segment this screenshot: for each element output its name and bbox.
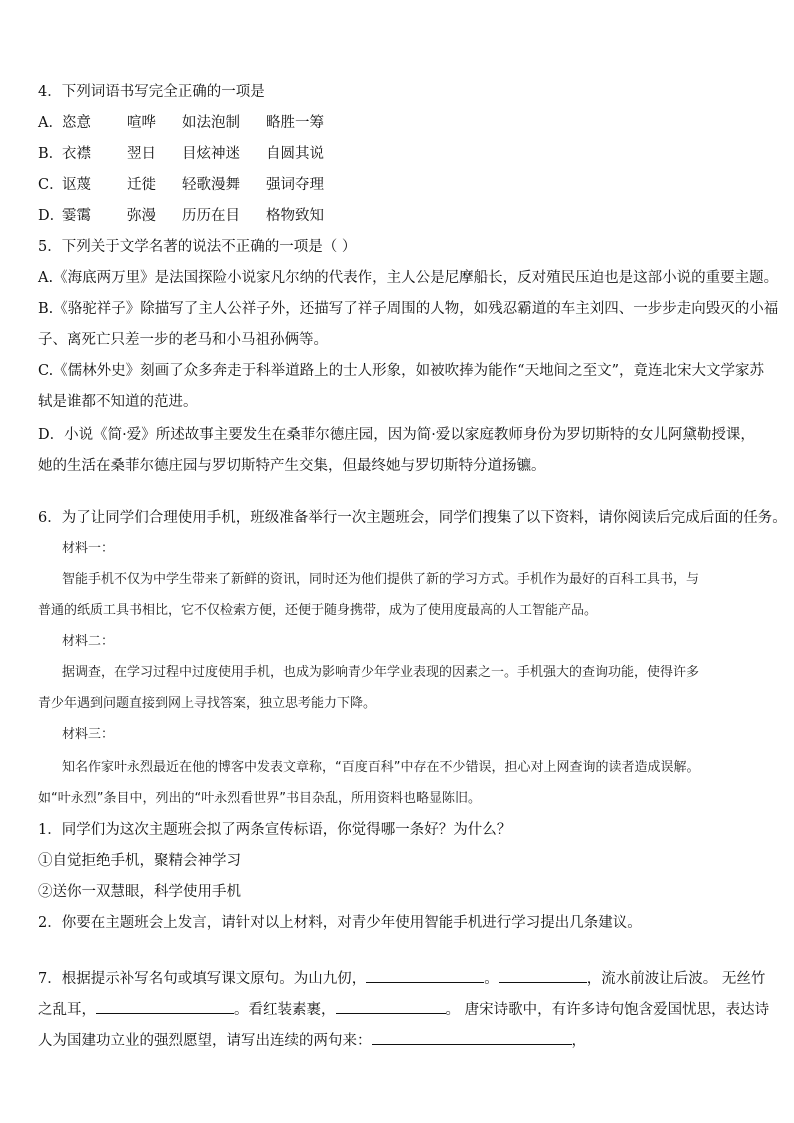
option-word: 迁徙 — [127, 177, 156, 193]
q7-line3 — [38, 1028, 586, 1051]
option-word: 自圆其说 — [266, 146, 324, 162]
option-word: 目炫神迷 — [182, 146, 240, 162]
answer-blank[interactable] — [499, 966, 587, 983]
material-1-line1: 智能手机不仅为中学生带来了新鲜的资讯，同时还为他们提供了新的学习方式。手机作为最好的百科工具书，与 — [62, 572, 700, 587]
q6-slogan-2: ②送你一双慧眼，科学使用手机 — [38, 884, 241, 900]
q7-text: ，流水前波让后波。 无丝竹 — [586, 971, 766, 987]
material-1-title: 材料一： — [62, 541, 115, 556]
option-letter: A． — [38, 115, 63, 131]
option-word: 翌日 — [127, 146, 156, 162]
answer-blank[interactable] — [336, 997, 446, 1014]
answer-blank[interactable] — [372, 1028, 572, 1045]
material-1-line2: 普通的纸质工具书相比，它不仅检索方便，还便于随身携带，成为了使用度最高的人工智能产品。 — [38, 603, 598, 618]
option-word: 如法泡制 — [182, 115, 240, 131]
q7-text: 。看红装素裹， — [234, 1002, 336, 1018]
option-letter: C． — [38, 177, 64, 193]
option-word: 弥漫 — [127, 208, 156, 224]
q7-text: ， — [571, 1033, 586, 1049]
option-word: 格物致知 — [266, 208, 324, 224]
q7-text: 之乱耳， — [38, 1002, 96, 1018]
material-3-line1: 知名作家叶永烈最近在他的博客中发表文章称，“百度百科”中存在不少错误，担心对上网查询的读者造成误解。 — [62, 760, 700, 775]
q7-text: 人为国建功立业的强烈愿望，请写出连续的两句来： — [38, 1033, 372, 1049]
q6-stem: 6．为了让同学们合理使用手机，班级准备举行一次主题班会，同学们搜集了以下资料，请你阅读后完成后面的任务。 — [38, 510, 787, 526]
option-word: 轻歌漫舞 — [182, 177, 240, 193]
material-2-title: 材料二： — [62, 634, 115, 649]
material-2-line2: 青少年遇到问题直接到网上寻找答案，独立思考能力下降。 — [38, 696, 377, 711]
option-word: 讴蔑 — [62, 177, 91, 193]
option-word: 衣襟 — [62, 146, 91, 162]
q4-option-a — [38, 113, 324, 133]
q7-text: 。 — [484, 971, 499, 987]
q7-text: 。 唐宋诗歌中，有许多诗句饱含爱国忧思，表达诗 — [445, 1002, 770, 1018]
q5-option-d-line1: D．小说《简·爱》所述故事主要发生在桑菲尔德庄园，因为简·爱以家庭教师身份为罗切斯特的女儿阿黛勒授课， — [38, 427, 755, 443]
option-word: 略胜一筹 — [266, 115, 324, 131]
q5-option-d-line2: 她的生活在桑菲尔德庄园与罗切斯特产生交集，但最终她与罗切斯特分道扬镳。 — [38, 458, 546, 474]
option-word: 喧哗 — [127, 115, 156, 131]
option-word: 霎霭 — [62, 208, 91, 224]
option-letter: B． — [38, 146, 64, 162]
q5-option-b-line1: B.《骆驼祥子》除描写了主人公祥子外，还描写了祥子周围的人物，如残忍霸道的车主刘四、一步步走向毁灭的小福 — [38, 301, 779, 317]
q4-option-b — [38, 144, 324, 164]
q5-option-b-line2: 子、离死亡只差一步的老马和小马祖孙俩等。 — [38, 332, 328, 348]
material-3-title: 材料三： — [62, 727, 115, 742]
q6-slogan-1: ①自觉拒绝手机，聚精会神学习 — [38, 853, 241, 869]
q5-stem: 5．下列关于文学名著的说法不正确的一项是（ ） — [38, 239, 357, 255]
material-3-line2: 如“叶永烈”条目中，列出的“叶永烈看世界”书目杂乱，所用资料也略显陈旧。 — [38, 791, 481, 806]
answer-blank[interactable] — [366, 966, 484, 983]
option-word: 恣意 — [62, 115, 91, 131]
answer-blank[interactable] — [96, 997, 234, 1014]
q6-task-1: 1．同学们为这次主题班会拟了两条宣传标语，你觉得哪一条好？为什么？ — [38, 822, 512, 838]
q4-option-d — [38, 206, 324, 226]
q4-stem: 4．下列词语书写完全正确的一项是 — [38, 84, 265, 100]
option-word: 历历在目 — [182, 208, 240, 224]
option-letter: D． — [38, 208, 65, 224]
q7-text: 7．根据提示补写名句或填写课文原句。为山九仞， — [38, 971, 367, 987]
q6-task-2: 2．你要在主题班会上发言，请针对以上材料，对青少年使用智能手机进行学习提出几条建议。 — [38, 915, 642, 931]
option-word: 强词夺理 — [266, 177, 324, 193]
q4-option-c — [38, 175, 324, 195]
q5-option-c-line2: 轼是谁都不知道的范进。 — [38, 394, 198, 410]
q5-option-a: A.《海底两万里》是法国探险小说家凡尔纳的代表作，主人公是尼摩船长，反对殖民压迫也是这部小说的重要主题。 — [38, 270, 779, 286]
q7-line2 — [38, 997, 769, 1020]
q7-line1 — [38, 966, 765, 989]
material-2-line1: 据调查，在学习过程中过度使用手机，也成为影响青少年学业表现的因素之一。手机强大的查询功能，使得许多 — [62, 665, 700, 680]
q5-option-c-line1: C.《儒林外史》刻画了众多奔走于科举道路上的士人形象，如被吹捧为能作“天地间之至文”，竟连北宋大文学家苏 — [38, 363, 765, 379]
